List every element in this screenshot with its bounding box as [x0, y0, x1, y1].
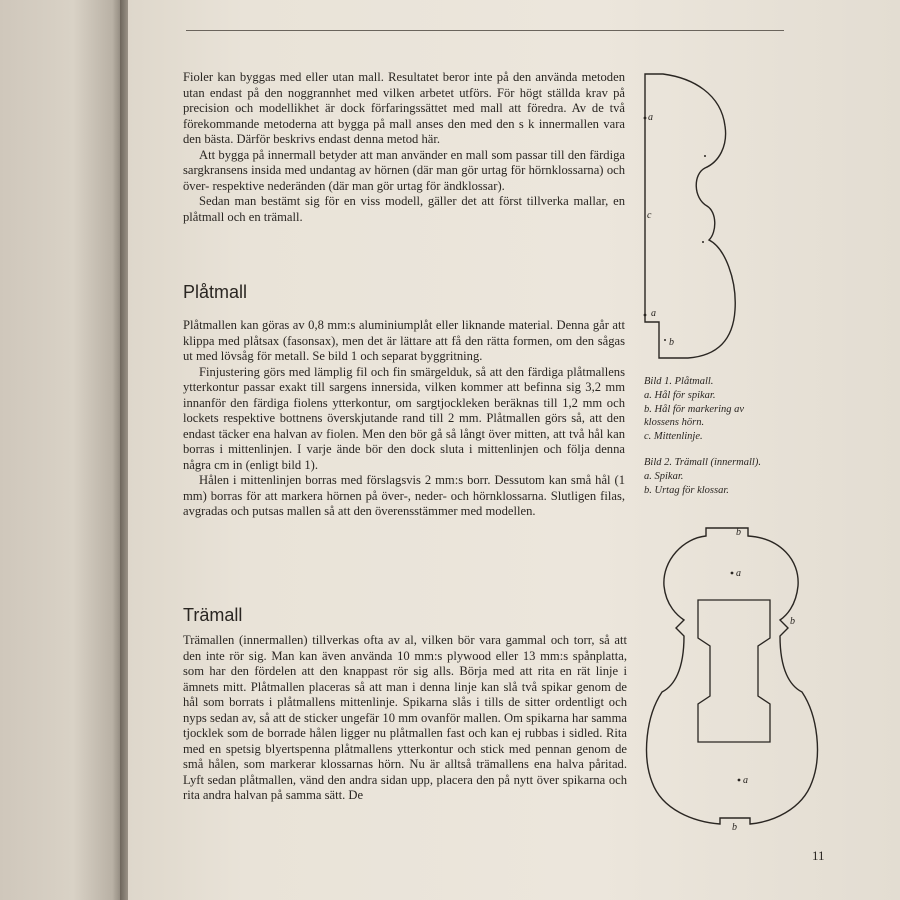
platmall-paragraph-3: Hålen i mittenlinjen borras med förslagsvis 2 mm:s borr. Dessutom kan små hål (1 mm) borras för att markera hörnen på över-, neder- och hörnklossarna. Slutligen filas, avgradas och putsas mallen så att den överensstämmer med modellen. — [183, 473, 625, 518]
platmall-paragraph-1: Plåtmallen kan göras av 0,8 mm:s aluminiumplåt eller liknande material. Denna går att klippa med plåtsax (fasonsax), men det är lättare att få den rätta formen, om den sågas ut med lövsåg för metall. Se bild 1 och separat byggritning. — [183, 318, 625, 363]
platmall-outline — [645, 74, 735, 358]
intro-paragraph-3: Sedan man bestämt sig för en viss modell, gäller det att först tillverka mallar, en plåtmall och en trämall. — [183, 194, 625, 224]
intro-paragraph-1: Fioler kan byggas med eller utan mall. Resultatet beror inte på den använda metoden utan endast på den noggrannhet med vilken arbetet utförs. För högt ställda krav på precision och modellikhet är dock förfaringssättet med mall att föredra. Av de två förekommande metoderna att bygga på mall anses den med den s k innermallen vara den bästa. Därför beskrivs endast denna metod här. — [183, 70, 625, 146]
fig1-label-a-top: a — [648, 112, 653, 123]
tramall-cutout — [698, 600, 770, 742]
caption-1-item-b: b. Hål för markering av klossens hörn. — [644, 403, 745, 429]
caption-1-item-c: c. Mittenlinje. — [644, 431, 703, 443]
caption-1-item-a: a. Hål för spikar. — [644, 389, 716, 401]
fig2-label-b-right: b — [790, 616, 795, 627]
caption-2-item-b: b. Urtag för klossar. — [644, 484, 729, 496]
caption-2-title: Bild 2. Trämall (innermall). — [644, 457, 761, 468]
tramall-section — [183, 633, 627, 804]
fig2-label-a-bottom: a — [743, 775, 748, 786]
heading-tramall: Trämall — [183, 605, 243, 625]
book-page — [128, 0, 900, 900]
fig1-label-c: c — [647, 210, 652, 221]
fig1-label-a-bottom: a — [651, 308, 656, 319]
caption-bild-1 — [644, 375, 774, 444]
platmall-section — [183, 318, 625, 520]
caption-2-item-a: a. Spikar. — [644, 470, 684, 482]
caption-1-title: Bild 1. Plåtmall. — [644, 376, 714, 387]
figure-1-platmall — [633, 70, 748, 365]
fig2-label-b-top: b — [736, 527, 741, 538]
platmall-paragraph-2: Finjustering görs med lämplig fil och fin smärgelduk, så att den färdiga plåtmallens ytterkontur passar exakt till sargens innersida, vilken kommer att befinna sig 3,2 mm innanför den färdiga fiolens ytterkontur, om sargtjockleken beräknas till 1,2 mm och lockets respektive bottnens överskjutande rand till 2 mm. Plåtmallen görs så, att den endast täcker ena halvan av fiolen. Men den bör gå så långt över mitten, att två hål kan borras i mittenlinjen. I varje ände bör den dock sluta i mittenlinjen och följa denna några cm in (enligt bild 1). — [183, 364, 625, 472]
intro-paragraph-2: Att bygga på innermall betyder att man använder en mall som passar till den färdiga sargkransens insida med undantag av hörnen (där man gör urtag för hörnklossarna) och över- respektive nederänden (där man gör urtag för ändklossar). — [183, 147, 625, 193]
fig2-label-b-bottom: b — [732, 822, 737, 833]
left-page-edge — [0, 0, 122, 900]
tramall-paragraph-1: Trämallen (innermallen) tillverkas ofta av al, vilken bör vara gammal och torr, så att den inte rör sig. Man kan även använda 10 mm:s plywood eller 13 mm:s spånplatta, som har den fördelen att den knappast rör sig alls. Börja med att rita en rät linje i ämnets mitt. Plåtmallen placeras så att man i denna linje kan slå två spikar genom de hål som borrats i plåtmallens mittenlinje. Spikarna slås i tills de sitter ordentligt och nyps sedan av, så att de sticker ungefär 10 mm ovanför mallen. Om spikarna har samma tjocklek som de borrade hålen ligger nu plåtmallen fast och kan ej rubbas i sidled. Rita med en spetsig blyertspenna plåtmallens ytterkontur och stick med pennan genom de små hålen, som markerar klossarnas hörn. Nu är alltså trämallens ena halva påritad. Lyft sedan plåtmallen, vänd den andra sidan upp, placera den på nytt över spikarna och rita andra halvan på samma sätt. De — [183, 633, 627, 802]
heading-platmall: Plåtmall — [183, 282, 248, 302]
fig1-label-b: b — [669, 337, 674, 348]
top-rule — [186, 30, 784, 31]
fig2-label-a-top: a — [736, 568, 741, 579]
page-number: 11 — [812, 848, 825, 863]
figure-2-tramall — [640, 520, 840, 840]
caption-bild-2 — [644, 456, 774, 497]
intro-section — [183, 70, 625, 225]
